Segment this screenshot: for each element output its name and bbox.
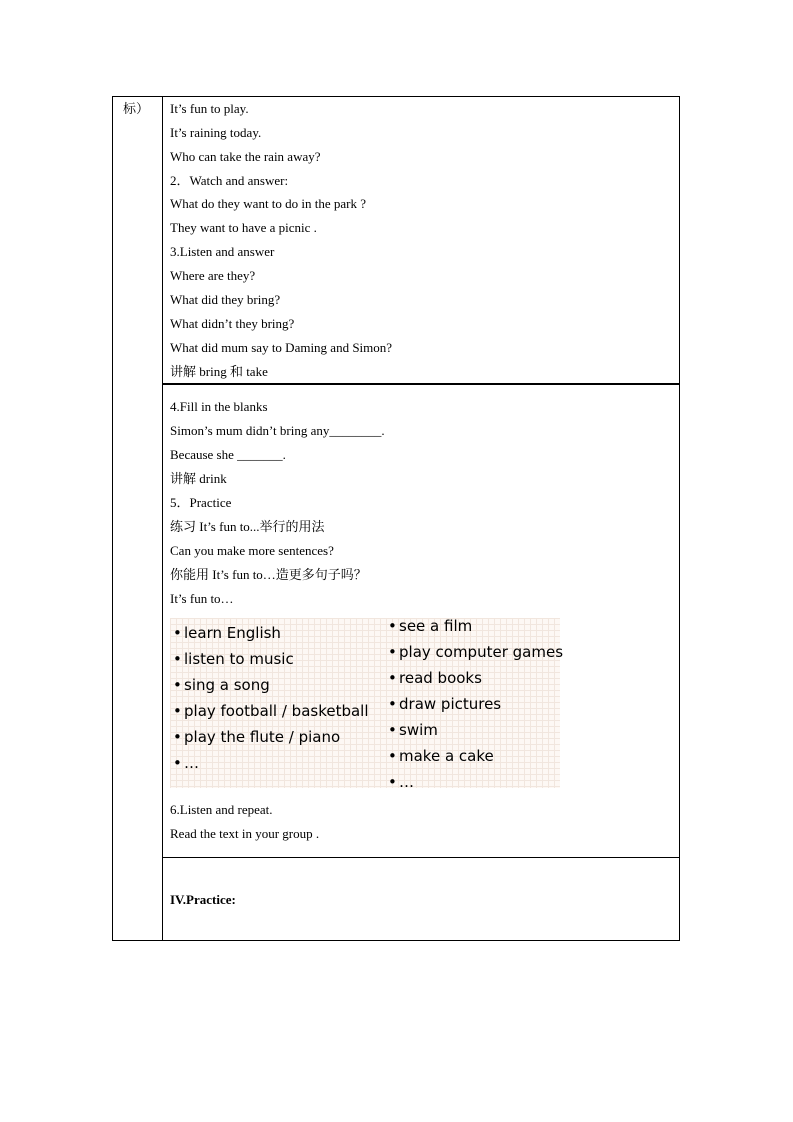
phrase-item: • … bbox=[388, 773, 414, 791]
phrase-item: • learn English bbox=[173, 624, 281, 642]
phrase-item: • listen to music bbox=[173, 650, 294, 668]
row-divider bbox=[162, 383, 680, 384]
left-column-cell bbox=[113, 97, 163, 940]
text-line: Can you make more sentences? bbox=[170, 543, 334, 558]
phrase-item: • see a film bbox=[388, 617, 473, 635]
procedure-cell-1 bbox=[163, 97, 679, 385]
text-line: It’s raining today. bbox=[170, 125, 262, 140]
phrase-item: • draw pictures bbox=[388, 695, 502, 713]
text-line: 讲解 drink bbox=[170, 471, 227, 486]
text-line: 4.Fill in the blanks bbox=[170, 399, 268, 414]
phrase-item: • sing a song bbox=[173, 676, 270, 694]
text-line: Where are they? bbox=[170, 268, 256, 283]
phrase-item: • play the flute / piano bbox=[173, 728, 341, 746]
text-line: Read the text in your group . bbox=[170, 826, 320, 841]
text-line: Simon’s mum didn’t bring any________. bbox=[170, 423, 385, 438]
text-line: 2．Watch and answer: bbox=[170, 173, 289, 188]
text-line: 你能用 It’s fun to…造更多句子吗？ bbox=[170, 567, 367, 582]
text-line: 3.Listen and answer bbox=[170, 244, 275, 259]
text-line: It’s fun to… bbox=[170, 591, 234, 606]
text-line: It’s fun to play. bbox=[170, 101, 249, 116]
text-line: 讲解 bring 和 take bbox=[170, 364, 268, 379]
text-line: What do they want to do in the park ? bbox=[170, 196, 367, 211]
phrase-box bbox=[170, 617, 564, 791]
phrase-item: • play football / basketball bbox=[173, 702, 369, 720]
row-divider bbox=[162, 857, 680, 858]
text-line: 练习 It’s fun to...举行的用法 bbox=[170, 519, 325, 534]
phrase-item: • read books bbox=[388, 669, 482, 687]
phrase-item: • make a cake bbox=[388, 747, 494, 765]
text-line: Because she _______. bbox=[170, 447, 286, 462]
left-column-label: 标） bbox=[123, 101, 150, 116]
phrase-item: • play computer games bbox=[388, 643, 564, 661]
text-line: What did they bring? bbox=[170, 292, 281, 307]
practice-heading: IV.Practice: bbox=[170, 892, 236, 907]
text-line: They want to have a picnic . bbox=[170, 220, 317, 235]
phrase-item: • … bbox=[173, 754, 199, 772]
text-line: 6.Listen and repeat. bbox=[170, 802, 273, 817]
text-line: Who can take the rain away? bbox=[170, 149, 321, 164]
text-line: What didn’t they bring? bbox=[170, 316, 295, 331]
phrase-item: • swim bbox=[388, 721, 438, 739]
text-line: What did mum say to Daming and Simon? bbox=[170, 340, 393, 355]
text-line: 5．Practice bbox=[170, 495, 232, 510]
